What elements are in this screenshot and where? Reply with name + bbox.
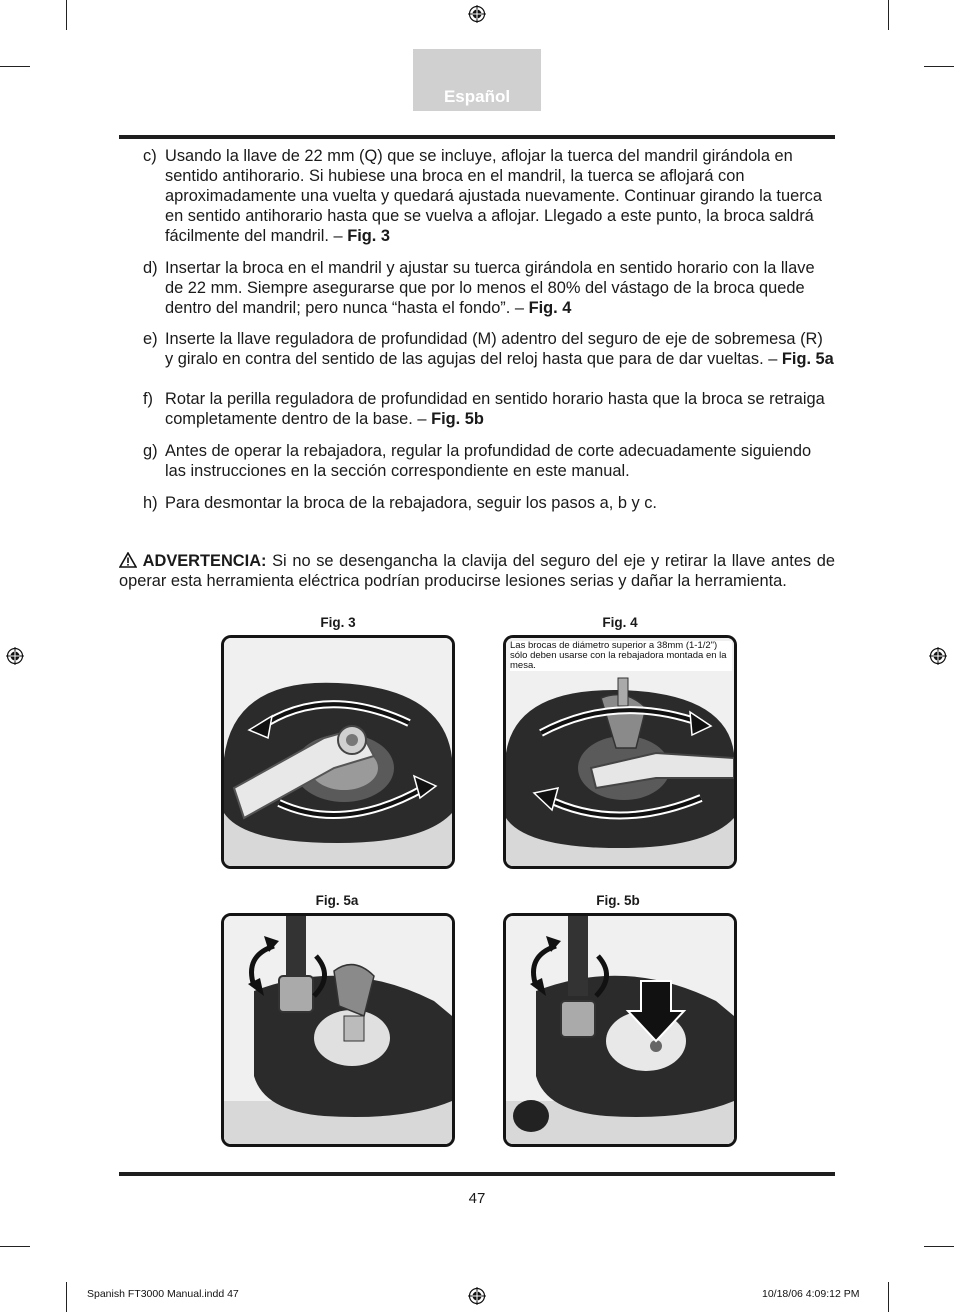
crop-mark xyxy=(888,0,889,30)
step-f xyxy=(119,389,835,429)
figure-label: Fig. 5b xyxy=(596,893,640,908)
router-wrench-illustration xyxy=(224,638,452,866)
crop-mark xyxy=(0,66,30,67)
step-text: Para desmontar la broca de la rebajadora, seguir los pasos a, b y c. xyxy=(165,494,657,512)
figure-reference: Fig. 4 xyxy=(528,299,572,317)
registration-mark-icon xyxy=(468,5,486,23)
footer-timestamp: 10/18/06 4:09:12 PM xyxy=(762,1288,860,1300)
step-g xyxy=(119,441,835,481)
step-h xyxy=(119,493,835,513)
figure-reference: Fig. 5b xyxy=(431,410,484,428)
footer-filename: Spanish FT3000 Manual.indd 47 xyxy=(87,1288,239,1300)
step-text: Inserte la llave reguladora de profundidad (M) adentro del seguro de eje de sobremesa (R) y giralo en contra del sentido de las agujas del reloj hasta que para de dar vueltas. – xyxy=(165,330,823,368)
warning-block xyxy=(119,551,835,591)
warning-title: ADVERTENCIA: xyxy=(142,552,267,570)
step-c xyxy=(119,146,835,246)
figure-label: Fig. 4 xyxy=(602,615,638,630)
step-label: g) xyxy=(143,442,158,460)
figure-label: Fig. 5a xyxy=(315,893,359,908)
step-text: Usando la llave de 22 mm (Q) que se incluye, aflojar la tuerca del mandril girándola en sentido antihorario. Si hubiese una broca en el mandril, la tuerca se aflojará con aproximadamente una vuelta y quedará ajustada nuevamente. Continuar girando la tuerca en sentido antihorario hasta que se vuelva a aflojar. Llegado a este punto, la broca saldrá fácilmente del mandril. – xyxy=(165,147,822,245)
figure-5a-photo xyxy=(221,913,455,1147)
crop-mark xyxy=(0,1246,30,1247)
step-d xyxy=(119,258,835,318)
registration-mark-icon xyxy=(929,647,947,665)
step-text: Antes de operar la rebajadora, regular la profundidad de corte adecuadamente siguiendo las instrucciones en la sección correspondiente en este manual. xyxy=(165,442,812,480)
step-text: Rotar la perilla reguladora de profundidad en sentido horario hasta que la broca se retraiga completamente dentro de la base. – xyxy=(165,390,825,428)
figure-label: Fig. 3 xyxy=(320,615,356,630)
crop-mark xyxy=(66,0,67,30)
depth-knob-illustration xyxy=(506,916,734,1144)
bottom-rule xyxy=(119,1172,835,1176)
step-text: Insertar la broca en el mandril y ajustar su tuerca girándola en sentido horario con la llave de 22 mm. Siempre asegurarse que por lo menos el 80% del vástago de la broca quede dentro del mandril; pero nunca “hasta el fondo”. – xyxy=(165,259,815,317)
figure-4-photo xyxy=(503,635,737,869)
figure-3-photo xyxy=(221,635,455,869)
figure-reference: Fig. 3 xyxy=(347,227,391,245)
figure-reference: Fig. 5a xyxy=(781,350,834,368)
instruction-steps xyxy=(119,146,835,513)
figure-note: Las brocas de diámetro superior a 38mm (1-1/2") sólo deben usarse con la rebajadora montada en la mesa. xyxy=(510,641,732,671)
top-rule xyxy=(119,135,835,139)
warning-triangle-icon xyxy=(119,552,137,568)
warning-text: Si no se desengancha la clavija del seguro del eje y retirar la llave antes de operar esta herramienta eléctrica podrían producirse lesiones serias y dañar la herramienta. xyxy=(119,552,835,590)
page-number: 47 xyxy=(468,1190,486,1207)
step-label: e) xyxy=(143,330,158,348)
depth-key-illustration xyxy=(224,916,452,1144)
step-label: c) xyxy=(143,147,157,165)
language-tab-label: Español xyxy=(443,87,511,106)
step-label: f) xyxy=(143,390,154,408)
step-e xyxy=(119,329,835,369)
language-tab xyxy=(413,49,541,111)
crop-mark xyxy=(924,1246,954,1247)
figure-5b-photo xyxy=(503,913,737,1147)
registration-mark-icon xyxy=(6,647,24,665)
registration-mark-icon xyxy=(468,1287,486,1305)
step-label: h) xyxy=(143,494,158,512)
crop-mark xyxy=(66,1282,67,1312)
step-label: d) xyxy=(143,259,158,277)
crop-mark xyxy=(924,66,954,67)
crop-mark xyxy=(888,1282,889,1312)
router-bit-wrench-illustration xyxy=(506,638,734,866)
